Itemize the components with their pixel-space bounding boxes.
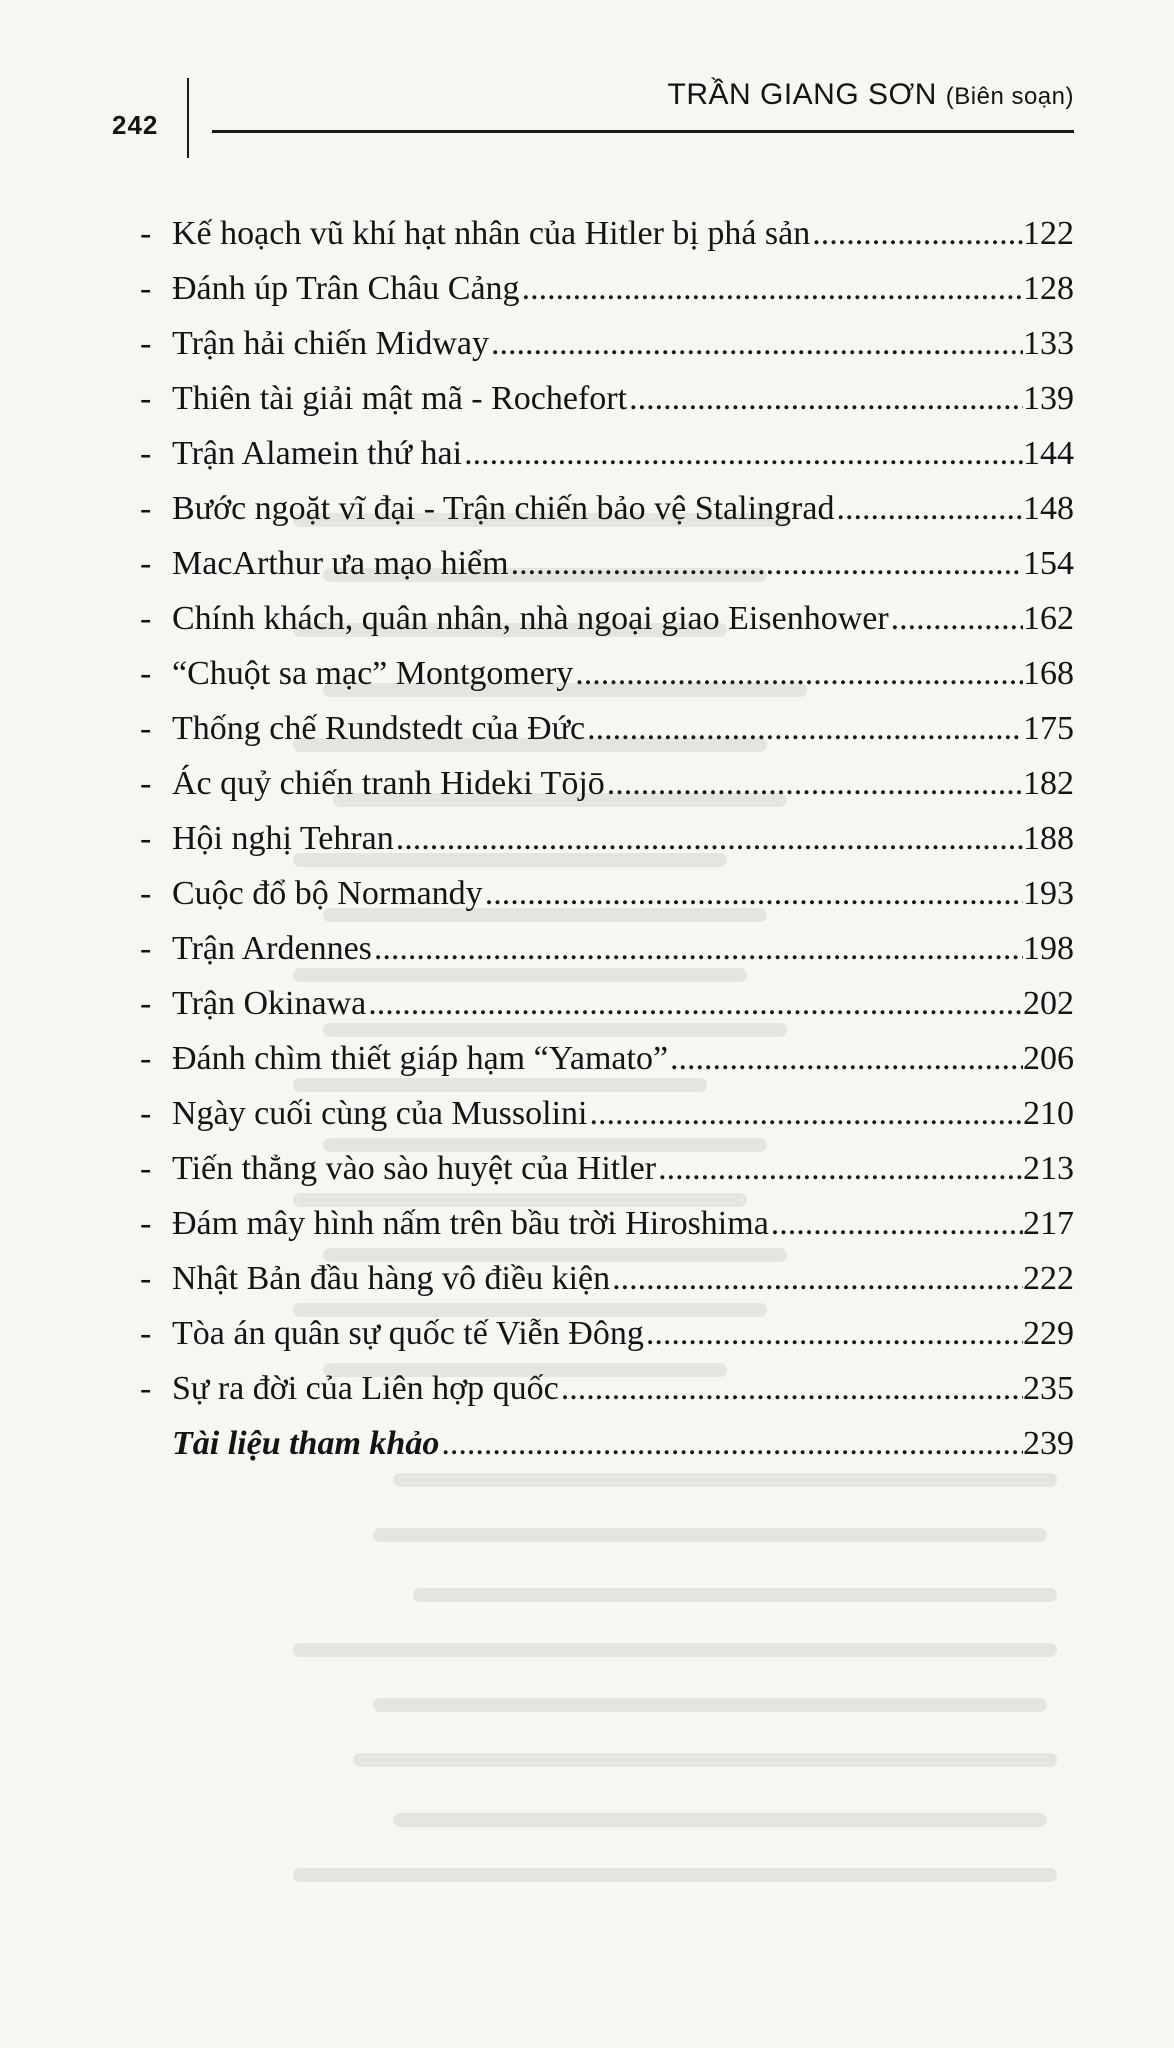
toc-entry-title: Trận Ardennes <box>172 930 372 967</box>
toc-entry <box>140 481 1074 536</box>
dot-leader <box>462 426 1023 481</box>
toc-entry-title: Ngày cuối cùng của Mussolini <box>172 1095 588 1132</box>
dot-leader <box>559 1361 1023 1416</box>
dot-leader <box>605 756 1023 811</box>
toc-entry-title: Đám mây hình nấm trên bầu trời Hiroshima <box>172 1205 769 1242</box>
running-head-role: (Biên soạn) <box>945 83 1074 110</box>
dot-leader <box>509 536 1023 591</box>
toc-entry <box>140 261 1074 316</box>
toc-entry-page: 210 <box>1023 1095 1074 1132</box>
header-rule <box>212 130 1074 133</box>
toc-entry-title: Trận Okinawa <box>172 985 367 1022</box>
toc-entry <box>140 646 1074 701</box>
toc-entry-page: 222 <box>1023 1260 1074 1297</box>
bullet-dash: - <box>140 545 152 582</box>
toc-entry-references <box>140 1416 1074 1471</box>
bullet-dash: - <box>140 270 152 307</box>
toc-entry-page: 198 <box>1023 930 1074 967</box>
running-head-author: TRẦN GIANG SƠN <box>667 78 937 111</box>
bullet-dash: - <box>140 930 152 967</box>
toc-entry <box>140 1306 1074 1361</box>
bullet-dash: - <box>140 655 152 692</box>
toc-entry-page: 154 <box>1023 545 1074 582</box>
toc-entry-title: Hội nghị Tehran <box>172 820 394 857</box>
references-page: 239 <box>1023 1425 1074 1462</box>
toc-entry-page: 175 <box>1023 710 1074 747</box>
toc-entry <box>140 866 1074 921</box>
toc-entry-title: MacArthur ưa mạo hiểm <box>172 545 509 582</box>
toc-entry-title: Bước ngoặt vĩ đại - Trận chiến bảo vệ Stalingrad <box>172 490 835 527</box>
toc-entry-title: “Chuột sa mạc” Montgomery <box>172 655 574 692</box>
toc-entry <box>140 426 1074 481</box>
toc-entry-page: 188 <box>1023 820 1074 857</box>
dot-leader <box>769 1196 1023 1251</box>
bullet-dash: - <box>140 1150 152 1187</box>
table-of-contents <box>140 206 1074 1471</box>
toc-entry-page: 144 <box>1023 435 1074 472</box>
toc-entry <box>140 756 1074 811</box>
toc-entry <box>140 591 1074 646</box>
dot-leader <box>483 866 1023 921</box>
toc-entry-page: 162 <box>1023 600 1074 637</box>
bullet-dash: - <box>140 875 152 912</box>
bullet-dash: - <box>140 710 152 747</box>
toc-entry-title: Sự ra đời của Liên hợp quốc <box>172 1370 559 1407</box>
toc-entry-title: Kế hoạch vũ khí hạt nhân của Hitler bị phá sản <box>172 215 811 252</box>
page-header <box>0 0 1174 160</box>
dot-leader <box>372 921 1023 976</box>
dot-leader <box>585 701 1023 756</box>
dot-leader <box>627 371 1023 426</box>
toc-entry <box>140 371 1074 426</box>
bullet-dash: - <box>140 1260 152 1297</box>
dot-leader <box>573 646 1023 701</box>
bullet-dash: - <box>140 380 152 417</box>
bullet-dash: - <box>140 215 152 252</box>
toc-entry-title: Thống chế Rundstedt của Đức <box>172 710 586 747</box>
bullet-dash: - <box>140 435 152 472</box>
toc-entry-title: Nhật Bản đầu hàng vô điều kiện <box>172 1260 611 1297</box>
toc-entry-page: 213 <box>1023 1150 1074 1187</box>
toc-entry-page: 229 <box>1023 1315 1074 1352</box>
bullet-dash: - <box>140 1205 152 1242</box>
toc-entry-title: Đánh chìm thiết giáp hạm “Yamato” <box>172 1040 669 1077</box>
toc-entry-title: Tiến thẳng vào sào huyệt của Hitler <box>172 1150 657 1187</box>
bullet-dash: - <box>140 820 152 857</box>
toc-entry <box>140 701 1074 756</box>
toc-entry-title: Tòa án quân sự quốc tế Viễn Đông <box>172 1315 644 1352</box>
bullet-dash: - <box>140 1040 152 1077</box>
references-title: Tài liệu tham khảo <box>172 1425 440 1462</box>
toc-entry-page: 235 <box>1023 1370 1074 1407</box>
dot-leader <box>366 976 1023 1031</box>
dot-leader <box>889 591 1023 646</box>
toc-entry <box>140 1251 1074 1306</box>
toc-entry <box>140 921 1074 976</box>
toc-entry-page: 193 <box>1023 875 1074 912</box>
toc-entry <box>140 1196 1074 1251</box>
toc-entry-page: 168 <box>1023 655 1074 692</box>
dot-leader <box>394 811 1023 866</box>
dot-leader <box>610 1251 1023 1306</box>
bullet-dash: - <box>140 1095 152 1132</box>
toc-entry-title: Thiên tài giải mật mã - Rochefort <box>172 380 628 417</box>
toc-entry-page: 122 <box>1023 215 1074 252</box>
toc-entry <box>140 536 1074 591</box>
dot-leader <box>656 1141 1023 1196</box>
toc-entry-title: Đánh úp Trân Châu Cảng <box>172 270 520 307</box>
dot-leader <box>810 206 1023 261</box>
bullet-dash: - <box>140 600 152 637</box>
bullet-dash: - <box>140 765 152 802</box>
dot-leader <box>520 261 1023 316</box>
toc-entry-title: Chính khách, quân nhân, nhà ngoại giao Eisenhower <box>172 600 889 637</box>
toc-entry-page: 206 <box>1023 1040 1074 1077</box>
toc-entry <box>140 1086 1074 1141</box>
toc-entry <box>140 316 1074 371</box>
toc-entry-title: Trận Alamein thứ hai <box>172 435 463 472</box>
toc-entry <box>140 1141 1074 1196</box>
running-head <box>668 78 1075 112</box>
toc-entry-page: 182 <box>1023 765 1074 802</box>
bullet-dash: - <box>140 325 152 362</box>
toc-entry <box>140 1361 1074 1416</box>
dot-leader <box>644 1306 1023 1361</box>
toc-entry-page: 148 <box>1023 490 1074 527</box>
toc-entry <box>140 811 1074 866</box>
toc-entry <box>140 206 1074 261</box>
bullet-dash: - <box>140 985 152 1022</box>
bullet-dash: - <box>140 490 152 527</box>
dot-leader <box>588 1086 1024 1141</box>
dot-leader <box>439 1416 1023 1471</box>
toc-entry-page: 128 <box>1023 270 1074 307</box>
toc-entry-page: 133 <box>1023 325 1074 362</box>
toc-entry <box>140 976 1074 1031</box>
toc-entry-page: 217 <box>1023 1205 1074 1242</box>
page-number: 242 <box>112 110 159 140</box>
toc-entry-page: 139 <box>1023 380 1074 417</box>
toc-entry-title: Trận hải chiến Midway <box>172 325 489 362</box>
dot-leader <box>834 481 1023 536</box>
bullet-dash: - <box>140 1315 152 1352</box>
toc-entry-title: Cuộc đổ bộ Normandy <box>172 875 483 912</box>
toc-entry <box>140 1031 1074 1086</box>
toc-entry-title: Ác quỷ chiến tranh Hideki Tōjō <box>172 765 605 802</box>
toc-entry-page: 202 <box>1023 985 1074 1022</box>
header-vertical-rule <box>187 78 189 158</box>
bullet-dash: - <box>140 1370 152 1407</box>
dot-leader <box>489 316 1023 371</box>
dot-leader <box>668 1031 1023 1086</box>
